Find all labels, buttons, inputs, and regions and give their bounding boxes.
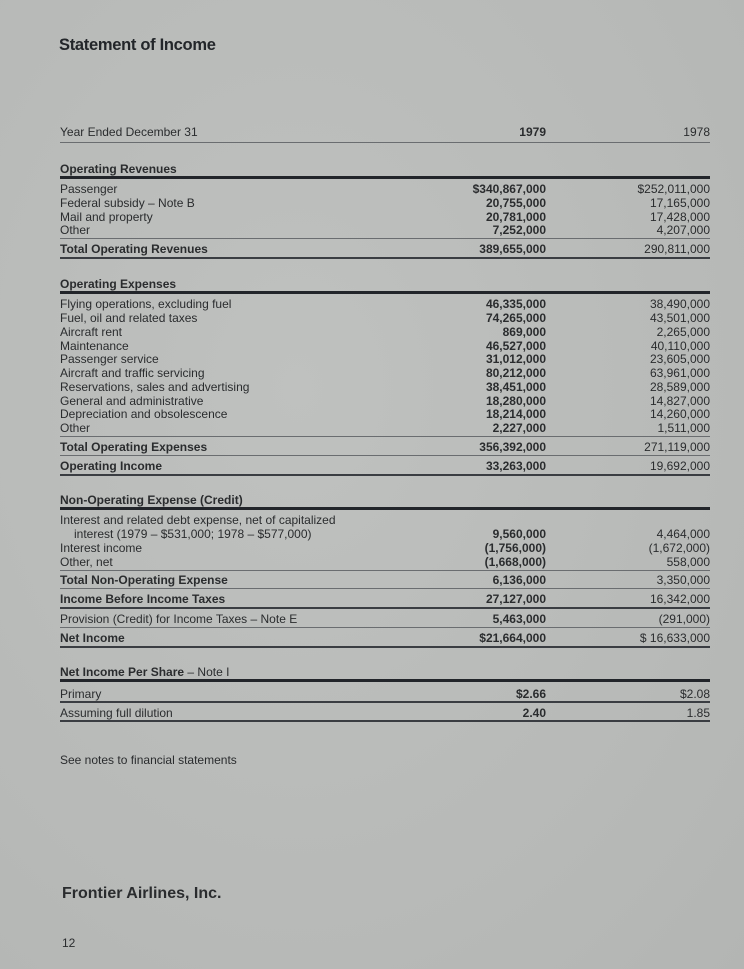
row-label: Interest income xyxy=(60,541,143,555)
section-title-per-share xyxy=(60,665,229,679)
value-1979: $21,664,000 xyxy=(479,631,546,645)
table-row xyxy=(60,527,710,541)
row-label: Fuel, oil and related taxes xyxy=(60,311,198,325)
value-1978: 16,342,000 xyxy=(649,592,710,606)
value-1979: 389,655,000 xyxy=(479,242,546,256)
section-title-operating-expenses: Operating Expenses xyxy=(60,277,177,291)
net-income-row xyxy=(60,631,710,645)
value-1979: 5,463,000 xyxy=(492,612,546,626)
row-label: Maintenance xyxy=(60,339,129,353)
value-1979: 2.40 xyxy=(522,706,546,720)
row-label: Other xyxy=(60,421,91,435)
row-label: Assuming full dilution xyxy=(60,706,173,720)
table-row xyxy=(60,407,710,421)
total-row-operating-expenses xyxy=(60,440,710,454)
row-rule xyxy=(60,570,710,571)
column-header-1978: 1978 xyxy=(683,125,710,139)
value-1979: 6,136,000 xyxy=(492,573,546,587)
section-rule xyxy=(60,679,710,682)
row-rule xyxy=(60,701,710,703)
provision-row xyxy=(60,612,710,626)
table-row xyxy=(60,380,710,394)
header-rule xyxy=(60,142,710,143)
income-before-taxes-row xyxy=(60,592,710,606)
value-1978: 1.85 xyxy=(686,706,710,720)
row-label: Total Non-Operating Expense xyxy=(60,573,228,587)
value-1979: 18,214,000 xyxy=(485,407,546,421)
row-label: Net Income xyxy=(60,631,125,645)
company-name: Frontier Airlines, Inc. xyxy=(62,885,222,902)
total-row-non-operating xyxy=(60,573,710,587)
value-1979: 20,755,000 xyxy=(485,196,546,210)
value-1978: 558,000 xyxy=(666,555,710,569)
value-1978: 40,110,000 xyxy=(650,339,710,353)
value-1978: 63,961,000 xyxy=(649,366,710,380)
per-share-title: Net Income Per Share xyxy=(60,665,185,679)
value-1978: 19,692,000 xyxy=(649,459,710,473)
row-label: Flying operations, excluding fuel xyxy=(60,297,232,311)
value-1978: 271,119,000 xyxy=(644,440,710,454)
value-1978: 14,827,000 xyxy=(649,394,710,408)
table-row xyxy=(60,297,710,311)
value-1978: 38,490,000 xyxy=(649,297,710,311)
row-label: Interest and related debt expense, net of capitalized xyxy=(60,513,336,527)
table-row xyxy=(60,339,710,353)
page-title: Statement of Income xyxy=(59,36,216,54)
table-row xyxy=(60,182,710,196)
value-1978: 43,501,000 xyxy=(649,311,710,325)
section-title-non-operating: Non-Operating Expense (Credit) xyxy=(60,493,243,507)
value-1979: $340,867,000 xyxy=(472,182,546,196)
section-title-operating-revenues: Operating Revenues xyxy=(60,162,177,176)
row-label: Total Operating Expenses xyxy=(60,440,208,454)
year-ended-label: Year Ended December 31 xyxy=(60,125,198,139)
section-rule xyxy=(60,507,710,510)
table-row xyxy=(60,555,710,569)
row-label: Operating Income xyxy=(60,459,163,473)
row-rule xyxy=(60,607,710,609)
value-1979: 18,280,000 xyxy=(485,394,546,408)
value-1979: 80,212,000 xyxy=(485,366,546,380)
row-label: Mail and property xyxy=(60,210,153,224)
row-label: Other xyxy=(60,223,91,237)
row-label: Passenger service xyxy=(60,352,159,366)
table-row xyxy=(60,352,710,366)
value-1978: 4,464,000 xyxy=(656,527,710,541)
operating-income-row xyxy=(60,459,710,473)
value-1979: 7,252,000 xyxy=(492,223,546,237)
table-row xyxy=(60,311,710,325)
value-1978: 3,350,000 xyxy=(656,573,710,587)
row-label: Aircraft rent xyxy=(60,325,123,339)
value-1979: (1,668,000) xyxy=(484,555,546,569)
value-1978: 14,260,000 xyxy=(649,407,710,421)
section-rule xyxy=(60,291,710,294)
row-label: interest (1979 – $531,000; 1978 – $577,000) xyxy=(74,527,312,541)
table-row xyxy=(60,513,710,527)
row-label: Reservations, sales and advertising xyxy=(60,380,250,394)
value-1979: 46,335,000 xyxy=(485,297,546,311)
column-header-1979: 1979 xyxy=(519,125,546,139)
diluted-eps-row xyxy=(60,706,710,720)
value-1979: 9,560,000 xyxy=(492,527,546,541)
table-row xyxy=(60,196,710,210)
value-1978: $2.08 xyxy=(679,687,710,701)
value-1979: 20,781,000 xyxy=(485,210,546,224)
row-label: General and administrative xyxy=(60,394,204,408)
row-label: Other, net xyxy=(60,555,113,569)
row-label: Total Operating Revenues xyxy=(60,242,208,256)
value-1978: 4,207,000 xyxy=(656,223,710,237)
table-row xyxy=(60,366,710,380)
row-rule xyxy=(60,455,710,456)
value-1978: 28,589,000 xyxy=(649,380,710,394)
row-label: Passenger xyxy=(60,182,118,196)
page-number: 12 xyxy=(62,936,76,950)
row-label: Primary xyxy=(60,687,102,701)
section-rule xyxy=(60,176,710,179)
value-1979: $2.66 xyxy=(515,687,546,701)
value-1978: 290,811,000 xyxy=(644,242,710,256)
value-1978: (1,672,000) xyxy=(648,541,710,555)
value-1979: 27,127,000 xyxy=(485,592,546,606)
value-1979: 869,000 xyxy=(502,325,546,339)
row-rule xyxy=(60,257,710,259)
primary-eps-row xyxy=(60,687,710,701)
value-1978: $252,011,000 xyxy=(637,182,710,196)
row-rule xyxy=(60,474,710,476)
value-1978: 17,428,000 xyxy=(649,210,710,224)
table-row xyxy=(60,325,710,339)
footnote: See notes to financial statements xyxy=(60,753,237,767)
row-label: Aircraft and traffic servicing xyxy=(60,366,205,380)
value-1978: 2,265,000 xyxy=(656,325,710,339)
row-rule xyxy=(60,720,710,722)
value-1979: 356,392,000 xyxy=(479,440,546,454)
total-row-operating-revenues xyxy=(60,242,710,256)
row-label: Depreciation and obsolescence xyxy=(60,407,228,421)
value-1978: $ 16,633,000 xyxy=(639,631,710,645)
row-rule xyxy=(60,627,710,628)
row-rule xyxy=(60,588,710,589)
row-label: Income Before Income Taxes xyxy=(60,592,226,606)
row-label: Provision (Credit) for Income Taxes – Note E xyxy=(60,612,298,626)
value-1978: 23,605,000 xyxy=(649,352,710,366)
value-1979: 74,265,000 xyxy=(485,311,546,325)
value-1979: 2,227,000 xyxy=(492,421,546,435)
table-row xyxy=(60,394,710,408)
table-row xyxy=(60,210,710,224)
value-1979: 31,012,000 xyxy=(485,352,546,366)
value-1979: 46,527,000 xyxy=(485,339,546,353)
table-row xyxy=(60,421,710,435)
value-1978: (291,000) xyxy=(658,612,710,626)
value-1978: 1,511,000 xyxy=(657,421,710,435)
value-1979: 33,263,000 xyxy=(485,459,546,473)
row-rule xyxy=(60,238,710,239)
row-rule xyxy=(60,436,710,437)
table-row xyxy=(60,541,710,555)
row-label: Federal subsidy – Note B xyxy=(60,196,195,210)
value-1979: 38,451,000 xyxy=(485,380,546,394)
per-share-note: – Note I xyxy=(184,665,230,679)
table-row xyxy=(60,223,710,237)
value-1979: (1,756,000) xyxy=(484,541,546,555)
value-1978: 17,165,000 xyxy=(649,196,710,210)
row-rule xyxy=(60,646,710,648)
